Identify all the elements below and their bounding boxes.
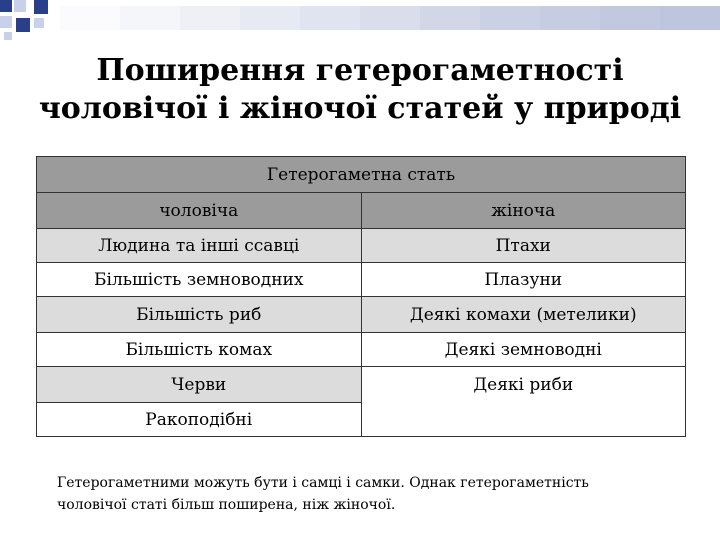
male-cell: Більшість комах <box>37 333 362 367</box>
title-line-1: Поширення гетерогаметності <box>96 53 624 88</box>
male-cell: Людина та інші ссавці <box>37 229 362 263</box>
decorative-square-icon <box>0 0 12 12</box>
footnote <box>57 472 697 516</box>
male-cell: Черви <box>37 367 362 403</box>
decorative-square-icon <box>34 18 44 28</box>
page-title <box>0 52 720 128</box>
female-cell: Деякі земноводні <box>361 333 685 367</box>
male-cell: Більшість земноводних <box>37 263 362 297</box>
female-cell: Деякі риби <box>361 367 685 437</box>
table-row <box>37 297 686 333</box>
decorative-stripe <box>0 6 720 30</box>
title-line-2: чоловічої і жіночої статей у природі <box>38 91 682 126</box>
table-header: Гетерогаметна стать <box>37 157 686 193</box>
female-cell: Птахи <box>361 229 685 263</box>
column-header-female: жіноча <box>361 193 685 229</box>
decorative-square-icon <box>16 18 30 32</box>
column-header-male: чоловіча <box>37 193 362 229</box>
table-row <box>37 333 686 367</box>
female-cell: Деякі комахи (метелики) <box>361 297 685 333</box>
heterogamety-table <box>36 156 686 437</box>
table-row <box>37 263 686 297</box>
decorative-square-icon <box>34 0 48 14</box>
table-row <box>37 229 686 263</box>
female-cell: Плазуни <box>361 263 685 297</box>
decorative-square-icon <box>0 16 12 28</box>
footnote-line-1: Гетерогаметними можуть бути і самці і самки. Однак гетерогаметність <box>57 475 589 491</box>
male-cell: Більшість риб <box>37 297 362 333</box>
decorative-square-icon <box>4 32 12 40</box>
decorative-square-icon <box>14 0 26 12</box>
male-cell: Ракоподібні <box>37 403 362 437</box>
footnote-line-2: чоловічої статі більш поширена, ніж жіночої. <box>57 497 396 513</box>
table-row <box>37 367 686 403</box>
table-header-row <box>37 157 686 193</box>
table-subheader-row <box>37 193 686 229</box>
